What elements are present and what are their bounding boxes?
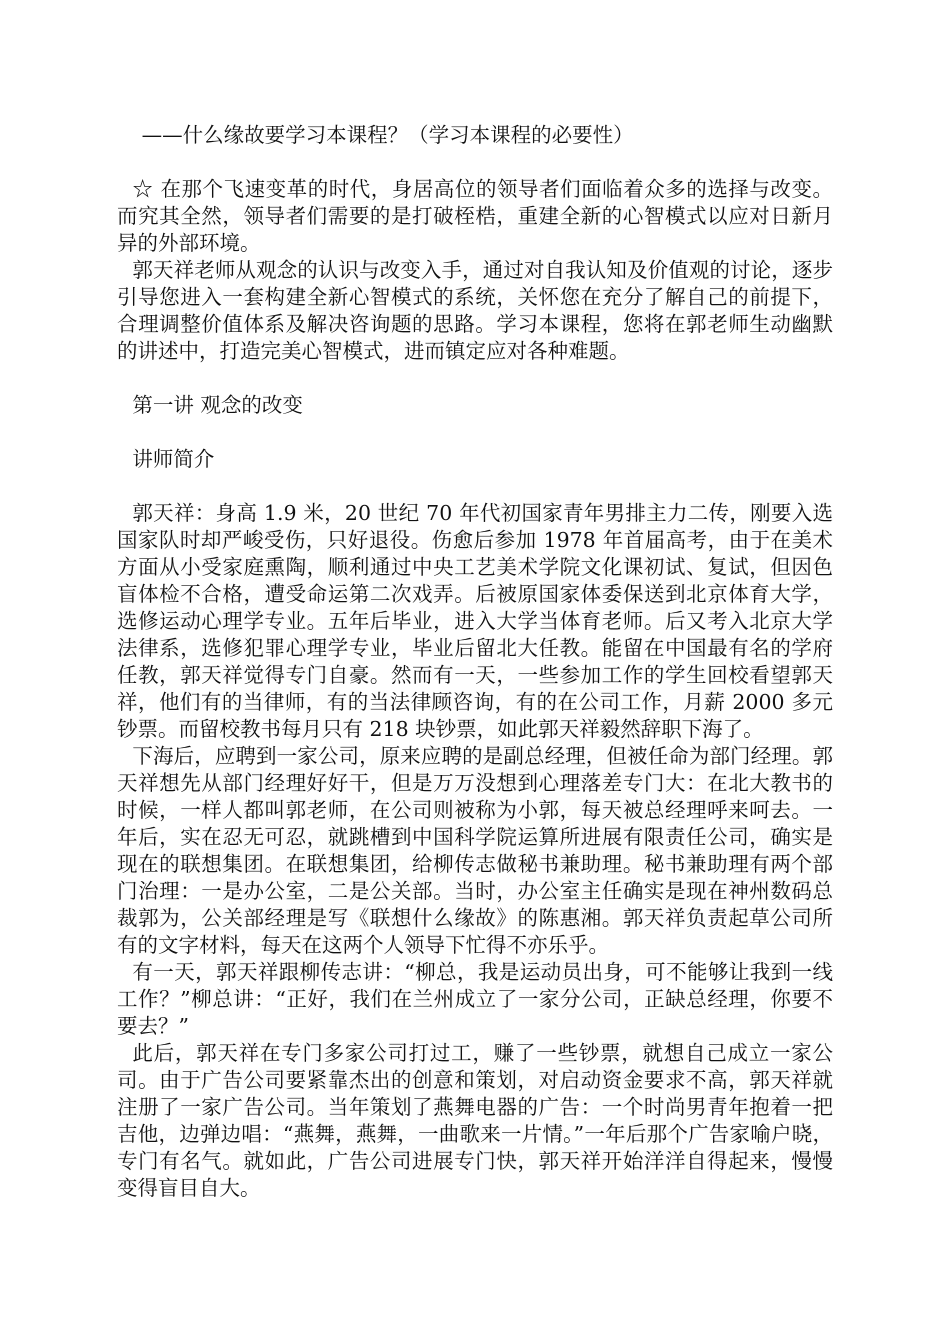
document-body: [117, 122, 833, 1202]
bio-paragraph-2: 下海后，应聘到一家公司，原来应聘的是副总经理，但被任命为部门经理。郭天祥想先从部门经理好好干，但是万万没想到心理落差专门大：在北大教书的时候，一样人都叫郭老师，在公司则被称为小郭，每天被总经理呼来呵去。一年后，实在忍无可忍，就跳槽到中国科学院运算所进展有限责任公司，确实是现在的联想集团。在联想集团，给柳传志做秘书兼助理。秘书兼助理有两个部门治理：一是办公室，二是公关部。当时，办公室主任确实是现在神州数码总裁郭为，公关部经理是写《联想什么缘故》的陈惠湘。郭天祥负责起草公司所有的文字材料，每天在这两个人领导下忙得不亦乐乎。: [117, 744, 833, 957]
intro-paragraph-1: ☆ 在那个飞速变革的时代，身居高位的领导者们面临着众多的选择与改变。而究其全然，领导者们需要的是打破桎梏，重建全新的心智模式以应对日新月异的外部环境。: [117, 177, 833, 255]
bio-paragraph-3: 有一天，郭天祥跟柳传志讲：“柳总，我是运动员出身，可不能够让我到一线工作？”柳总讲：“正好，我们在兰州成立了一家分公司，正缺总经理，你要不要去？”: [117, 960, 833, 1038]
intro-paragraph-2: 郭天祥老师从观念的认识与改变入手，通过对自我认知及价值观的讨论，逐步引导您进入一套构建全新心智模式的系统，关怀您在充分了解自己的前提下，合理调整价值体系及解决咨询题的思路。学习本课程，您将在郭老师生动幽默的讲述中，打造完美心智模式，进而镇定应对各种难题。: [117, 258, 833, 363]
bio-paragraph-1: 郭天祥：身高 1.9 米，20 世纪 70 年代初国家青年男排主力二传，刚要入选国家队时却严峻受伤，只好退役。伤愈后参加 1978 年首届高考，由于在美术方面从小受家庭熏陶，顺利通过中央工艺美术学院文化课初试、复试，但因色盲体检不合格，遭受命运第二次戏弄。后被原国家体委保送到北京体育大学，选修运动心理学专业。五年后毕业，进入大学当体育老师。后又考入北京大学法律系，选修犯罪心理学专业，毕业后留北大任教。能留在中国最有名的学府任教，郭天祥觉得专门自豪。然而有一天，一些参加工作的学生回校看望郭天祥，他们有的当律师，有的当法律顾咨询，有的在公司工作，月薪 2000 多元钞票。而留校教书每月只有 218 块钞票，如此郭天祥毅然辞职下海了。: [117, 501, 833, 741]
bio-title: 讲师简介: [132, 447, 215, 471]
section-heading: ——什么缘故要学习本课程？（学习本课程的必要性）: [141, 123, 634, 147]
lecture-title: 第一讲 观念的改变: [132, 393, 303, 417]
bio-paragraph-4: 此后，郭天祥在专门多家公司打过工，赚了一些钞票，就想自己成立一家公司。由于广告公司要紧靠杰出的创意和策划，对启动资金要求不高，郭天祥就注册了一家广告公司。当年策划了燕舞电器的广告：一个时尚男青年抱着一把吉他，边弹边唱：“燕舞，燕舞，一曲歌来一片情。”一年后那个广告家喻户晓，专门有名气。就如此，广告公司进展专门快，郭天祥开始洋洋自得起来，慢慢变得盲目自大。: [117, 1041, 833, 1200]
